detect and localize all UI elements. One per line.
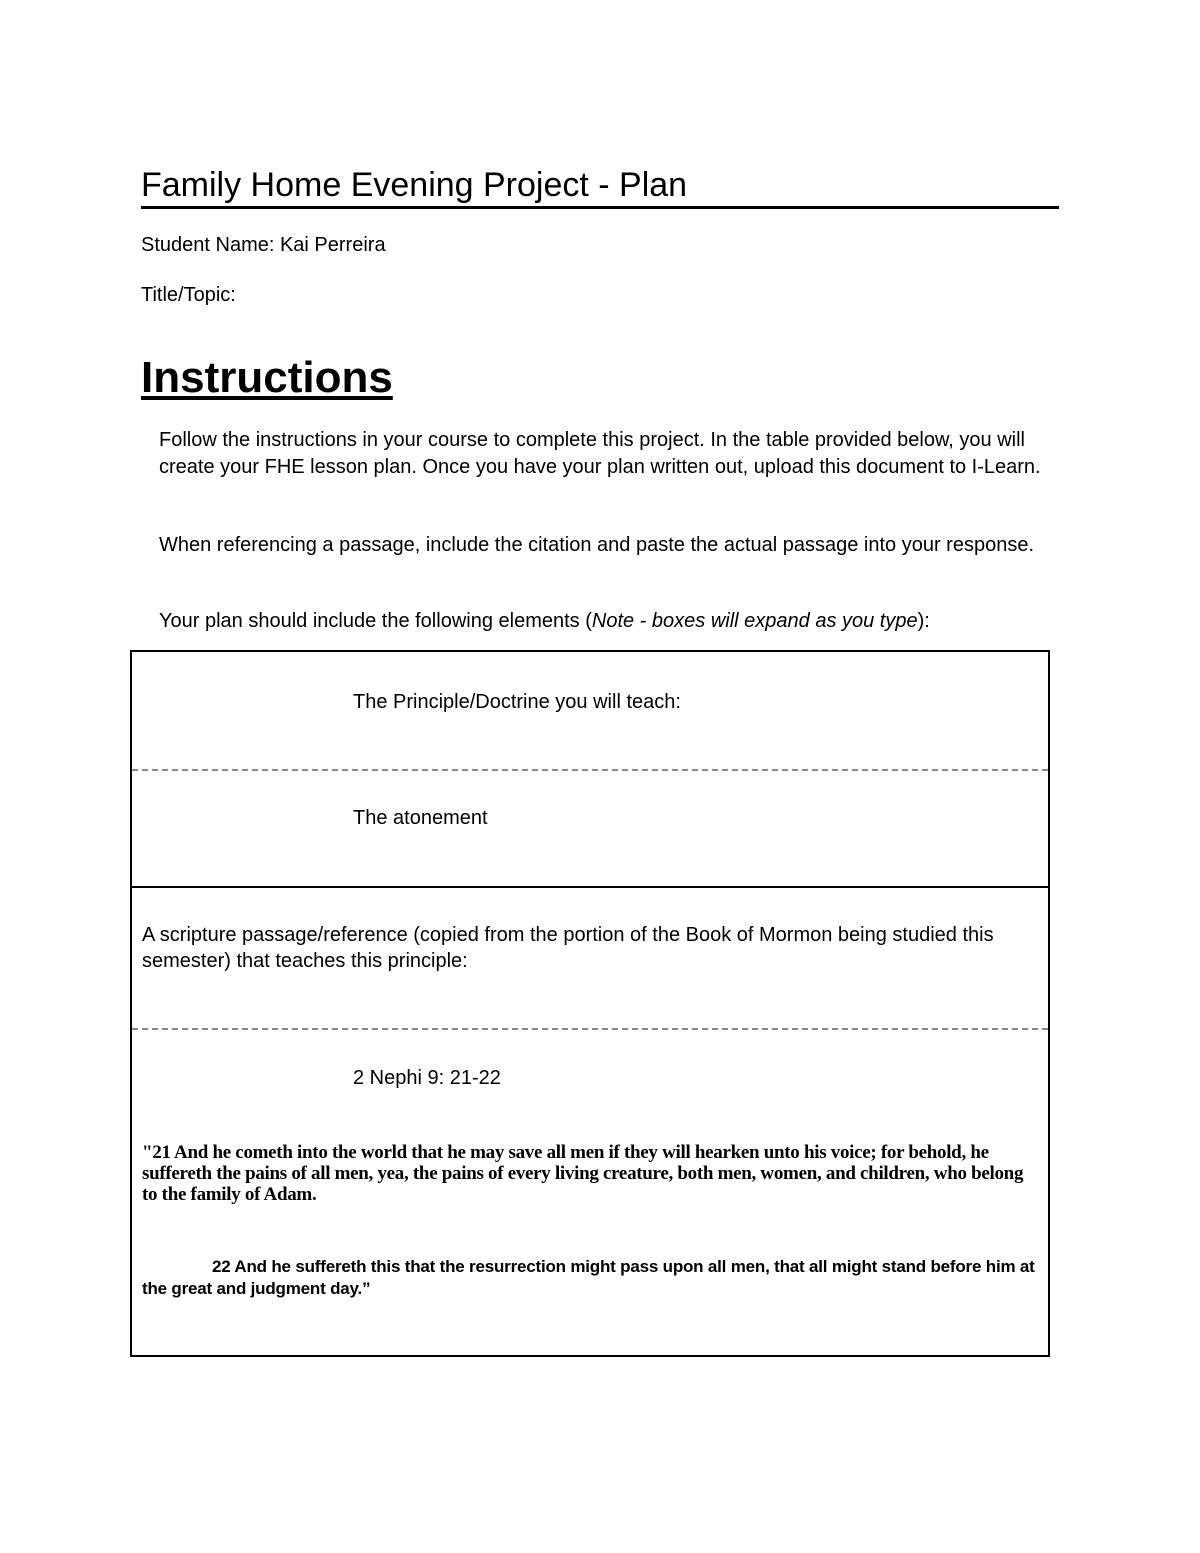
principle-divider <box>132 769 1048 771</box>
scripture-divider <box>132 1028 1048 1030</box>
instructions-paragraph-3 <box>159 608 1064 635</box>
instructions-heading: Instructions <box>141 353 393 402</box>
scripture-reference[interactable]: 2 Nephi 9: 21-22 <box>353 1067 501 1089</box>
plan-table <box>130 650 1050 1357</box>
section-divider <box>132 886 1048 888</box>
principle-answer[interactable]: The atonement <box>353 807 488 829</box>
instructions-p3-tail: ): <box>917 610 930 632</box>
scripture-prompt: A scripture passage/reference (copied from the portion of the Book of Mormon being studied this semester) that teaches this principle: <box>142 924 994 972</box>
title-topic-line: Title/Topic: <box>141 284 236 306</box>
principle-prompt: The Principle/Doctrine you will teach: <box>353 691 681 713</box>
instructions-paragraph-2: When referencing a passage, include the citation and paste the actual passage into your response. <box>159 534 1035 556</box>
scripture-verse-22[interactable]: 22 And he suffereth this that the resurrection might pass upon all men, that all might stand before him at the great and judgment day.” <box>142 1257 1035 1298</box>
instructions-p3-note: Note - boxes will expand as you type <box>591 610 918 632</box>
instructions-paragraph-1: Follow the instructions in your course to complete this project. In the table provided below, you will create your FHE lesson plan. Once you have your plan written out, upload this document to I-Learn. <box>159 429 1041 478</box>
scripture-verse-21[interactable]: "21 And he cometh into the world that he may save all men if they will hearken unto his voice; for behold, he suffereth the pains of all men, yea, the pains of every living creature, both men, women, and children, who belong to the family of Adam. <box>142 1142 1024 1205</box>
page-title: Family Home Evening Project - Plan <box>141 165 1059 209</box>
instructions-p3-lead: Your plan should include the following elements ( <box>159 610 592 632</box>
student-name-line: Student Name: Kai Perreira <box>141 234 386 256</box>
